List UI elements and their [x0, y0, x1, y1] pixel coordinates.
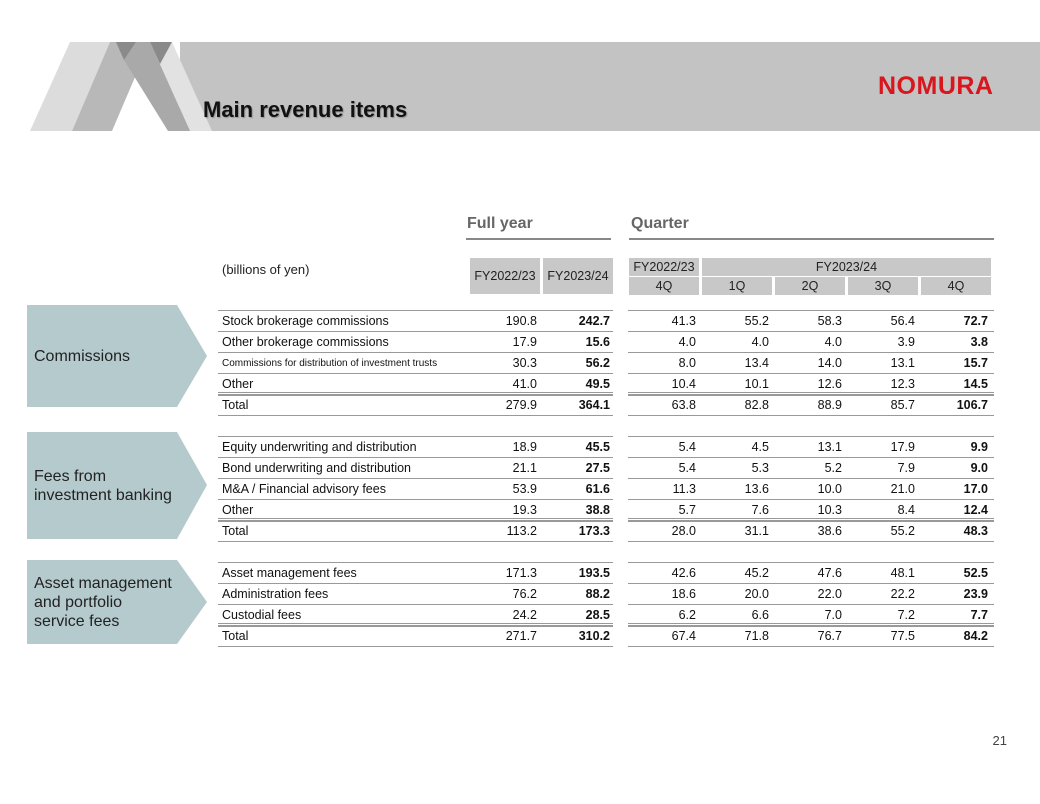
total-double-rule	[218, 392, 613, 396]
value-cell: 19.3	[512, 503, 537, 517]
table-row	[628, 626, 994, 647]
value-cell: 310.2	[578, 629, 610, 643]
full-year-heading: Full year	[467, 215, 533, 232]
value-cell: 193.5	[578, 566, 610, 580]
value-cell: 106.7	[956, 398, 988, 412]
value-cell: 7.0	[824, 608, 842, 622]
row-label: Other brokerage commissions	[222, 335, 389, 349]
value-cell: 18.9	[512, 440, 537, 454]
value-cell: 15.7	[963, 356, 988, 370]
table-row	[218, 626, 613, 647]
table-row	[218, 584, 613, 605]
value-cell: 28.5	[585, 608, 610, 622]
table-row	[628, 437, 994, 458]
table-row	[628, 395, 994, 416]
value-cell: 11.3	[672, 482, 696, 496]
table-row	[218, 563, 613, 584]
value-cell: 364.1	[578, 398, 610, 412]
quarter-underline	[629, 238, 994, 240]
value-cell: 76.2	[512, 587, 537, 601]
row-label: Stock brokerage commissions	[222, 314, 389, 328]
value-cell: 61.6	[585, 482, 610, 496]
value-cell: 12.6	[817, 377, 842, 391]
table-row	[218, 395, 613, 416]
value-cell: 10.1	[744, 377, 769, 391]
row-label: Bond underwriting and distribution	[222, 461, 412, 475]
value-cell: 48.3	[963, 524, 988, 538]
value-cell: 3.9	[897, 335, 915, 349]
table-row	[628, 353, 994, 374]
value-cell: 13.4	[744, 356, 769, 370]
group-label-text: Fees from investment banking	[34, 467, 172, 504]
table-row	[218, 437, 613, 458]
value-cell: 113.2	[506, 524, 537, 538]
row-label: Commissions for distribution of investment trusts	[222, 358, 438, 369]
value-cell: 13.1	[890, 356, 915, 370]
value-cell: 4.5	[751, 440, 769, 454]
value-cell: 71.8	[744, 629, 769, 643]
value-cell: 67.4	[671, 629, 696, 643]
value-cell: 56.2	[585, 356, 610, 370]
group-label-text: Asset management and portfolio service fees	[34, 574, 172, 630]
table-row	[628, 563, 994, 584]
value-cell: 10.0	[817, 482, 842, 496]
group-label-asset-management	[27, 560, 207, 644]
group-top-rule	[218, 310, 613, 311]
table-row	[628, 479, 994, 500]
group-top-rule	[218, 436, 613, 437]
table-row	[218, 458, 613, 479]
row-label: Other	[222, 503, 254, 517]
value-cell: 7.6	[751, 503, 769, 517]
table-row	[628, 458, 994, 479]
value-cell: 22.2	[890, 587, 915, 601]
row-label: M&A / Financial advisory fees	[222, 482, 386, 496]
value-cell: 5.2	[824, 461, 842, 475]
value-cell: 55.2	[744, 314, 769, 328]
row-label: Other	[222, 377, 254, 391]
value-cell: 4.0	[751, 335, 769, 349]
value-cell: 6.6	[751, 608, 769, 622]
value-cell: 55.2	[890, 524, 915, 538]
col-header-fy2022: FY2022/23	[470, 258, 540, 294]
col-header-4q: 4Q	[921, 277, 991, 295]
value-cell: 242.7	[578, 314, 610, 328]
col-header-q-fy2022: FY2022/23	[629, 258, 699, 276]
col-header-1q: 1Q	[702, 277, 772, 295]
value-cell: 17.9	[890, 440, 915, 454]
table-row	[218, 311, 613, 332]
group-top-rule	[628, 436, 994, 437]
value-cell: 13.6	[744, 482, 769, 496]
col-header-2q: 2Q	[775, 277, 845, 295]
value-cell: 279.9	[505, 398, 537, 412]
table-row	[218, 353, 613, 374]
value-cell: 9.0	[970, 461, 988, 475]
row-label: Asset management fees	[222, 566, 357, 580]
group-top-rule	[628, 562, 994, 563]
value-cell: 10.3	[817, 503, 842, 517]
value-cell: 4.0	[678, 335, 696, 349]
value-cell: 38.6	[817, 524, 842, 538]
value-cell: 76.7	[817, 629, 842, 643]
value-cell: 190.8	[505, 314, 537, 328]
unit-label: (billions of yen)	[222, 262, 310, 277]
value-cell: 49.5	[585, 377, 610, 391]
value-cell: 20.0	[744, 587, 769, 601]
value-cell: 30.3	[512, 356, 537, 370]
value-cell: 17.9	[512, 335, 537, 349]
value-cell: 8.0	[678, 356, 696, 370]
value-cell: 56.4	[890, 314, 915, 328]
value-cell: 88.2	[585, 587, 610, 601]
total-double-rule	[218, 518, 613, 522]
value-cell: 171.3	[505, 566, 537, 580]
value-cell: 173.3	[578, 524, 610, 538]
full-year-underline	[466, 238, 611, 240]
value-cell: 17.0	[963, 482, 988, 496]
value-cell: 5.4	[678, 461, 696, 475]
value-cell: 72.7	[963, 314, 988, 328]
value-cell: 12.4	[963, 503, 988, 517]
total-double-rule	[628, 623, 994, 627]
value-cell: 21.0	[890, 482, 915, 496]
total-double-rule	[628, 518, 994, 522]
value-cell: 13.1	[817, 440, 842, 454]
row-label: Total	[222, 524, 249, 538]
table-row	[218, 521, 613, 542]
row-label: Administration fees	[222, 587, 329, 601]
row-label: Custodial fees	[222, 608, 302, 622]
value-cell: 271.7	[505, 629, 537, 643]
group-label-text: Commissions	[34, 347, 131, 365]
row-label: Equity underwriting and distribution	[222, 440, 417, 454]
col-header-q-fy2023: FY2023/24	[702, 258, 991, 276]
value-cell: 52.5	[963, 566, 988, 580]
group-top-rule	[218, 562, 613, 563]
value-cell: 6.2	[678, 608, 696, 622]
value-cell: 41.3	[671, 314, 696, 328]
page-title: Main revenue items	[203, 97, 408, 122]
value-cell: 5.3	[751, 461, 769, 475]
table-row	[628, 311, 994, 332]
total-double-rule	[218, 623, 613, 627]
value-cell: 24.2	[512, 608, 537, 622]
col-header-4q-prev: 4Q	[629, 277, 699, 295]
value-cell: 7.7	[970, 608, 988, 622]
value-cell: 7.2	[897, 608, 915, 622]
group-label-investment-banking	[27, 432, 207, 539]
value-cell: 12.3	[890, 377, 915, 391]
page-number: 21	[992, 733, 1007, 748]
col-header-3q: 3Q	[848, 277, 918, 295]
value-cell: 27.5	[585, 461, 610, 475]
value-cell: 47.6	[817, 566, 842, 580]
value-cell: 3.8	[970, 335, 988, 349]
table-row	[628, 584, 994, 605]
value-cell: 22.0	[817, 587, 842, 601]
value-cell: 88.9	[817, 398, 842, 412]
group-top-rule	[628, 310, 994, 311]
value-cell: 82.8	[744, 398, 769, 412]
value-cell: 21.1	[512, 461, 537, 475]
value-cell: 7.9	[897, 461, 915, 475]
value-cell: 18.6	[671, 587, 696, 601]
value-cell: 14.5	[963, 377, 988, 391]
col-header-fy2023: FY2023/24	[543, 258, 613, 294]
value-cell: 41.0	[512, 377, 537, 391]
value-cell: 23.9	[963, 587, 988, 601]
nomura-logo: NOMURA	[878, 72, 994, 100]
value-cell: 63.8	[671, 398, 696, 412]
value-cell: 5.7	[678, 503, 696, 517]
value-cell: 4.0	[824, 335, 842, 349]
value-cell: 45.2	[744, 566, 769, 580]
row-label: Total	[222, 629, 249, 643]
quarter-heading: Quarter	[631, 215, 689, 232]
group-label-commissions	[27, 305, 207, 407]
value-cell: 42.6	[671, 566, 696, 580]
value-cell: 77.5	[890, 629, 915, 643]
table-row	[628, 332, 994, 353]
value-cell: 84.2	[963, 629, 988, 643]
value-cell: 5.4	[678, 440, 696, 454]
table-row	[218, 332, 613, 353]
table-row	[628, 521, 994, 542]
value-cell: 9.9	[970, 440, 988, 454]
value-cell: 10.4	[671, 377, 696, 391]
value-cell: 28.0	[671, 524, 696, 538]
value-cell: 38.8	[585, 503, 610, 517]
table-row	[218, 479, 613, 500]
value-cell: 53.9	[512, 482, 537, 496]
value-cell: 45.5	[585, 440, 610, 454]
value-cell: 48.1	[890, 566, 915, 580]
value-cell: 15.6	[585, 335, 610, 349]
value-cell: 85.7	[890, 398, 915, 412]
value-cell: 14.0	[817, 356, 842, 370]
value-cell: 58.3	[817, 314, 842, 328]
total-double-rule	[628, 392, 994, 396]
value-cell: 8.4	[897, 503, 915, 517]
row-label: Total	[222, 398, 249, 412]
value-cell: 31.1	[744, 524, 769, 538]
